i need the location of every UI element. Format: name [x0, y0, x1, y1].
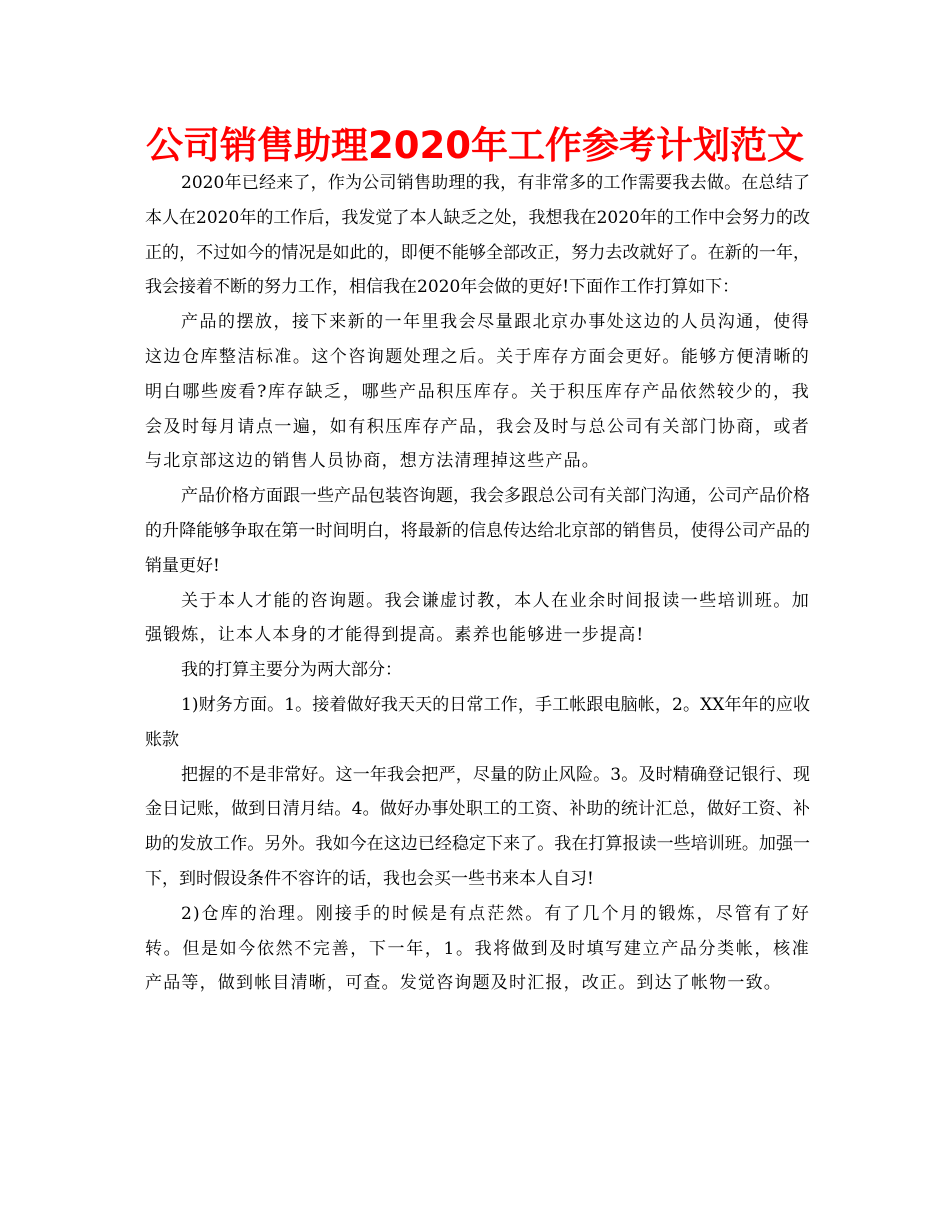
paragraph-product-placement: 产品的摆放，接下来新的一年里我会尽量跟北京办事处这边的人员沟通，使得这边仓库整洁标准。这个咨询题处理之后。关于库存方面会更好。能够方便清晰的明白哪些废看?库存缺乏，哪些产品积压库存。关于积压库存产品依然较少的，我会及时每月请点一遍，如有积压库存产品，我会及时与总公司有关部门协商，或者与北京部这边的销售人员协商，想方法清理掉这些产品。 — [145, 312, 810, 472]
paragraph-finance-continued: 把握的不是非常好。这一年我会把严，尽量的防止风险。3。及时精确登记银行、现金日记账，做到日清月结。4。做好办事处职工的工资、补助的统计汇总，做好工资、补助的发放工作。另外。我如今在这边已经稳定下来了。我在打算报读一些培训班。加强一下，到时假设条件不容许的话，我也会买一些书来本人自习! — [145, 764, 810, 889]
paragraph-plan-overview: 我的打算主要分为两大部分： — [181, 660, 402, 681]
paragraph-finance: 1)财务方面。1。接着做好我天天的日常工作，手工帐跟电脑帐，2。XX年年的应收账款 — [145, 694, 810, 750]
document-body — [145, 166, 810, 1001]
paragraph-self-improvement: 关于本人才能的咨询题。我会谦虚讨教，本人在业余时间报读一些培训班。加强锻炼，让本人本身的才能得到提高。素养也能够进一步提高! — [145, 590, 810, 646]
paragraph-intro: 2020年已经来了，作为公司销售助理的我，有非常多的工作需要我去做。在总结了本人在2020年的工作后，我发觉了本人缺乏之处，我想我在2020年的工作中会努力的改正的，不过如今的情况是如此的，即便不能够全部改正，努力去改就好了。在新的一年，我会接着不断的努力工作，相信我在2020年会做的更好!下面作工作打算如下： — [145, 173, 810, 298]
paragraph-product-pricing: 产品价格方面跟一些产品包装咨询题，我会多跟总公司有关部门沟通，公司产品价格的升降能够争取在第一时间明白，将最新的信息传达给北京部的销售员，使得公司产品的销量更好! — [145, 486, 810, 576]
document-title: 公司销售助理2020年工作参考计划范文 — [146, 124, 804, 167]
paragraph-warehouse: 2)仓库的治理。刚接手的时候是有点茫然。有了几个月的锻炼，尽管有了好转。但是如今依然不完善，下一年，1。我将做到及时填写建立产品分类帐，核准产品等，做到帐目清晰，可查。发觉咨询题及时汇报，改正。到达了帐物一致。 — [145, 903, 810, 994]
